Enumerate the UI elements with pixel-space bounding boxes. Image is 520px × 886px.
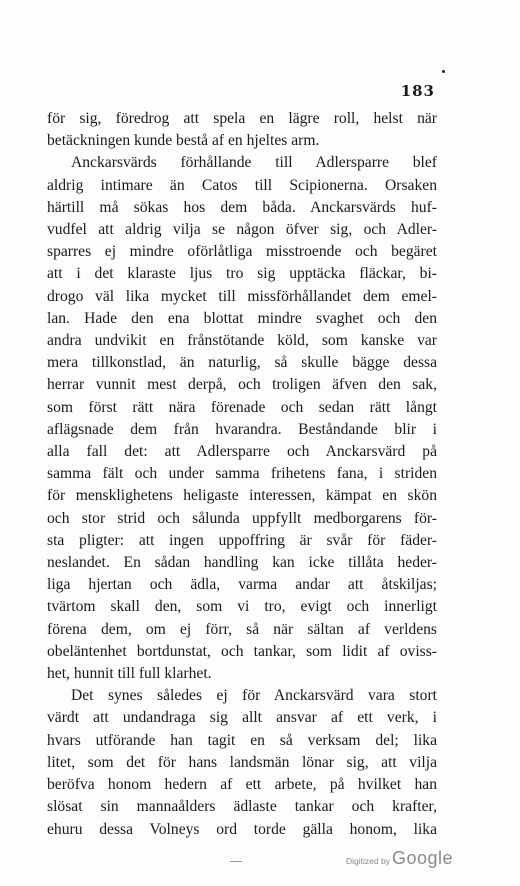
text-line: liga hjertan och ädla, varma andar att åtskiljas; [47, 576, 437, 594]
text-line: slösat sin mannaålders ädlaste tankar och krafter, [47, 798, 437, 816]
page-mark [442, 70, 445, 73]
text-line: aldrig intimare än Catos till Scipionerna. Orsaken [47, 176, 437, 194]
text-line: herrar vunnit mest derpå, och troligen äfven den sak, [47, 376, 437, 394]
text-line: och stor strid och sålunda uppfyllt medborgarens för- [47, 509, 437, 527]
text-line: aflägsnade dem från hvarandra. Beståndande blir i [47, 420, 437, 438]
digitized-by-label: Digitized by [346, 856, 390, 866]
page-number: 183 [400, 82, 435, 100]
text-line: Anckarsvärds förhållande till Adlersparre blef [71, 154, 437, 172]
text-line: het, hunnit till full klarhet. [47, 665, 212, 683]
text-line: sta pligter: att ingen uppoffring är svår för fäder- [47, 531, 437, 549]
text-line: mera tillkonstlad, än naturlig, så skulle bägge dessa [47, 354, 437, 372]
text-line: alla fall det: att Adlersparre och Anckarsvärd på [47, 443, 437, 461]
digitized-watermark [346, 848, 453, 869]
text-line: vudfel att aldrig vilja se någon öfver sig, och Adler- [47, 221, 437, 239]
text-line: att i det klaraste ljus tro sig upptäcka fläckar, bi- [47, 265, 437, 283]
text-line: lan. Hade den ena blottat mindre svaghet och den [47, 309, 437, 327]
text-line: för mensklighetens heligaste interessen, kämpat en skön [47, 487, 437, 505]
text-line: samma fält och under samma frihetens fana, i striden [47, 465, 437, 483]
text-line: hvars utförande han tagit en så verksam del; lika [47, 731, 437, 749]
text-line: andra undvikit en frånstötande köld, som kanske var [47, 332, 437, 350]
text-line: betäckningen kunde bestå af en hjeltes arm. [47, 132, 320, 150]
google-logo-text: Google [391, 848, 453, 868]
footer-dash [230, 861, 242, 862]
text-line: obeläntenhet bortdunstat, och tankar, som lidit af oviss- [47, 642, 437, 660]
text-line: värdt att undandraga sig allt ansvar af ett verk, i [47, 709, 437, 727]
text-line: litet, som det för hans landsmän lönar sig, att vilja [47, 753, 437, 771]
text-line: Det synes således ej för Anckarsvärd vara stort [71, 687, 437, 705]
text-line: som först rätt nära förenade och sedan rätt långt [47, 398, 437, 416]
text-line: ehuru dessa Volneys ord torde gälla honom, lika [47, 820, 437, 838]
text-line: beröfva honom hedern af ett arbete, på hvilket han [47, 776, 437, 794]
text-line: för sig, föredrog att spela en lägre roll, helst när [47, 110, 437, 127]
text-line: drogo väl lika mycket till missförhållandet dem emel- [47, 287, 437, 305]
body-text [47, 108, 437, 841]
text-line: neslandet. En sådan handling kan icke tillåta heder- [47, 554, 437, 572]
text-line: sparres ej mindre oförlåtliga misstroende och begäret [47, 243, 437, 261]
text-line: härtill må sökas hos dem båda. Anckarsvärds huf- [47, 198, 437, 216]
text-line: förena dem, om ej förr, så när sältan af verldens [47, 620, 437, 638]
text-line: tvärtom skall den, som vi tro, evigt och innerligt [47, 598, 437, 616]
